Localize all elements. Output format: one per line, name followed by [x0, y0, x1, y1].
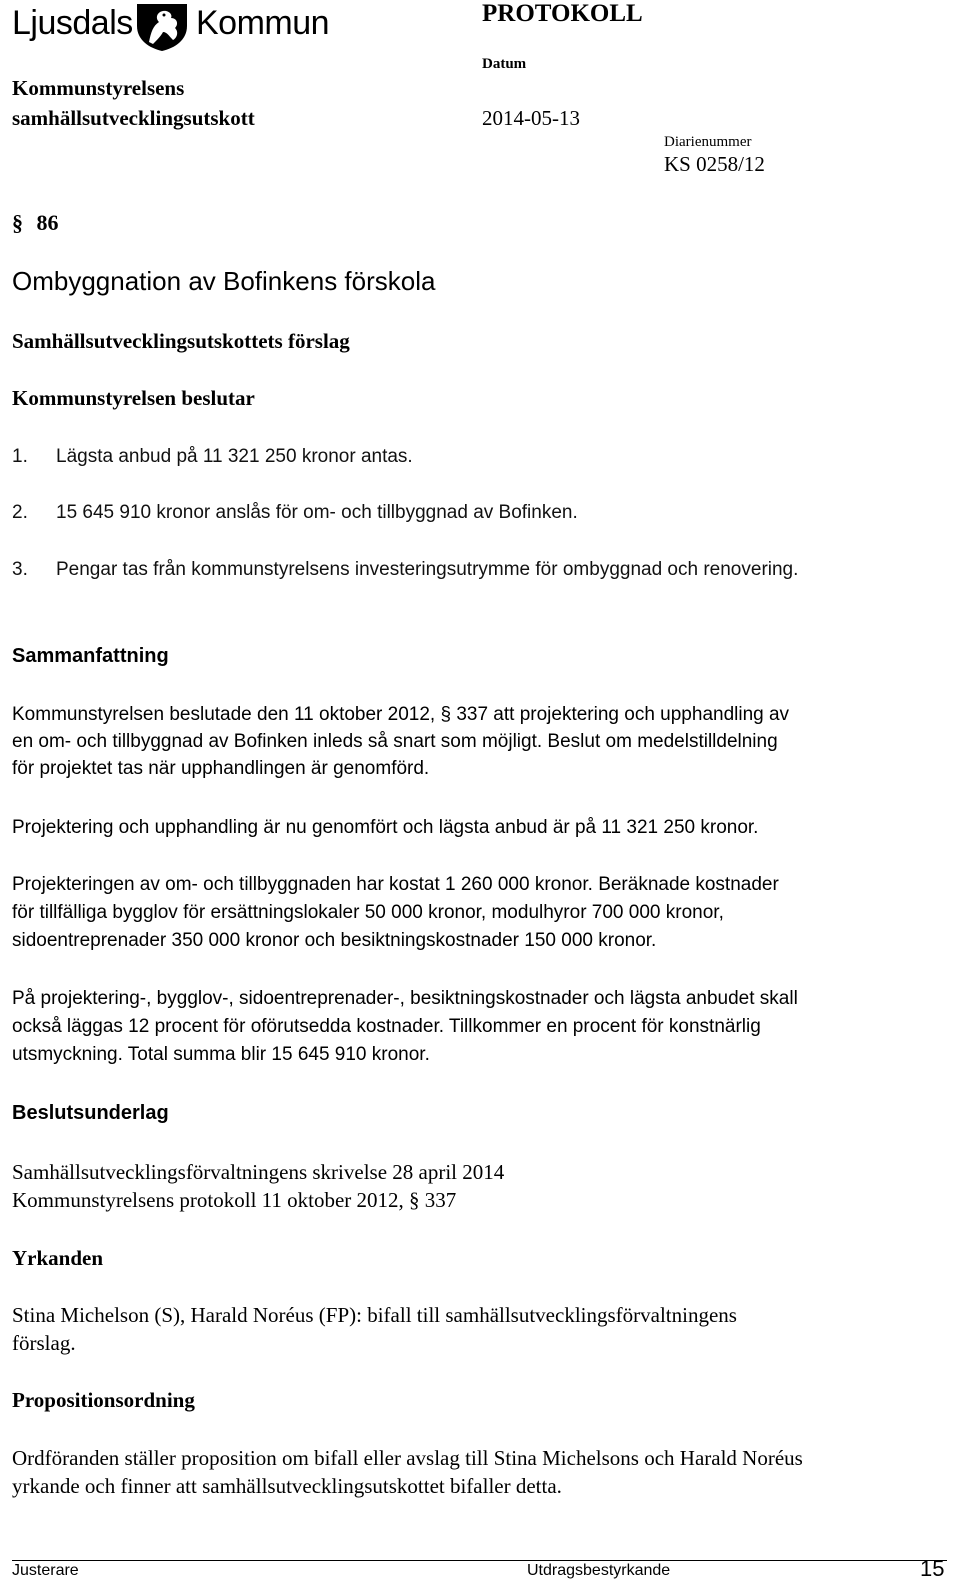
- motions-line-1: Stina Michelson (S), Harald Noréus (FP): bifall till samhällsutvecklingsförvaltningens: [12, 1303, 737, 1327]
- decision-heading: Kommunstyrelsen beslutar: [12, 386, 255, 410]
- paragraph-symbol: §: [12, 210, 23, 235]
- list-item-number: 2.: [12, 502, 28, 523]
- section-number: [12, 210, 59, 236]
- list-item: [12, 446, 413, 468]
- summary-paragraph-2: Projektering och upphandling är nu genomfört och lägsta anbud är på 11 321 250 kronor.: [12, 817, 759, 838]
- motions-heading: Yrkanden: [12, 1246, 104, 1270]
- summary-paragraph-4-line-1: På projektering-, bygglov-, sidoentreprenader-, besiktningskostnader och lägsta anbudet skall: [12, 988, 798, 1009]
- footer-utdragsbestyrkande: Utdragsbestyrkande: [527, 1562, 671, 1579]
- section-number-value: 86: [36, 210, 59, 235]
- diary-number-label: Diarienummer: [664, 134, 752, 150]
- logo-text-left: Ljusdals: [12, 4, 133, 42]
- motions-line-2: förslag.: [12, 1331, 76, 1355]
- list-item-text: Lägsta anbud på 11 321 250 kronor antas.: [56, 446, 413, 467]
- list-item: [12, 559, 798, 581]
- proposal-heading: Samhällsutvecklingsutskottets förslag: [12, 329, 350, 353]
- basis-line-1: Samhällsutvecklingsförvaltningens skrivelse 28 april 2014: [12, 1160, 505, 1184]
- date-label: Datum: [482, 56, 527, 72]
- organization-line-2: samhällsutvecklingsutskott: [12, 106, 255, 130]
- document-type: PROTOKOLL: [482, 0, 643, 27]
- list-item: [12, 502, 578, 524]
- page-title: Ombyggnation av Bofinkens förskola: [12, 266, 436, 296]
- basis-line-2: Kommunstyrelsens protokoll 11 oktober 2012, § 337: [12, 1188, 457, 1212]
- summary-paragraph-1-line-3: för projektet tas när upphandlingen är genomförd.: [12, 758, 430, 779]
- footer-divider: [12, 1560, 947, 1561]
- footer-justerare: Justerare: [12, 1562, 79, 1579]
- basis-heading: Beslutsunderlag: [12, 1102, 169, 1124]
- diary-number-value: KS 0258/12: [664, 152, 765, 176]
- summary-paragraph-1-line-2: en om- och tillbyggnad av Bofinken inleds så snart som möjligt. Beslut om medelstilldelning: [12, 731, 778, 752]
- summary-paragraph-3-line-2: för tillfälliga bygglov för ersättningslokaler 50 000 kronor, modulhyror 700 000 kronor,: [12, 902, 724, 923]
- proposition-heading: Propositionsordning: [12, 1388, 195, 1412]
- date-value: 2014-05-13: [482, 106, 580, 130]
- coat-of-arms-icon: [133, 2, 191, 52]
- list-item-text: 15 645 910 kronor anslås för om- och tillbyggnad av Bofinken.: [56, 502, 578, 523]
- proposition-line-1: Ordföranden ställer proposition om bifall eller avslag till Stina Michelsons och Harald Noréus: [12, 1446, 803, 1470]
- summary-heading: Sammanfattning: [12, 645, 169, 667]
- summary-paragraph-4-line-3: utsmyckning. Total summa blir 15 645 910 kronor.: [12, 1044, 430, 1065]
- organization-line-1: Kommunstyrelsens: [12, 76, 185, 100]
- proposition-line-2: yrkande och finner att samhällsutvecklingsutskottet bifaller detta.: [12, 1474, 562, 1498]
- summary-paragraph-3-line-3: sidoentreprenader 350 000 kronor och besiktningskostnader 150 000 kronor.: [12, 930, 657, 951]
- summary-paragraph-4-line-2: också läggas 12 procent för oförutsedda kostnader. Tillkommer en procent för konstnärlig: [12, 1016, 761, 1037]
- list-item-number: 3.: [12, 559, 28, 580]
- summary-paragraph-3-line-1: Projekteringen av om- och tillbyggnaden har kostat 1 260 000 kronor. Beräknade kostnader: [12, 874, 779, 895]
- summary-paragraph-1-line-1: Kommunstyrelsen beslutade den 11 oktober 2012, § 337 att projektering och upphandling av: [12, 704, 790, 725]
- list-item-number: 1.: [12, 446, 28, 467]
- page-number: 15: [920, 1556, 945, 1581]
- logo-text-right: Kommun: [196, 4, 330, 42]
- list-item-text: Pengar tas från kommunstyrelsens investeringsutrymme för ombyggnad och renovering.: [56, 559, 799, 580]
